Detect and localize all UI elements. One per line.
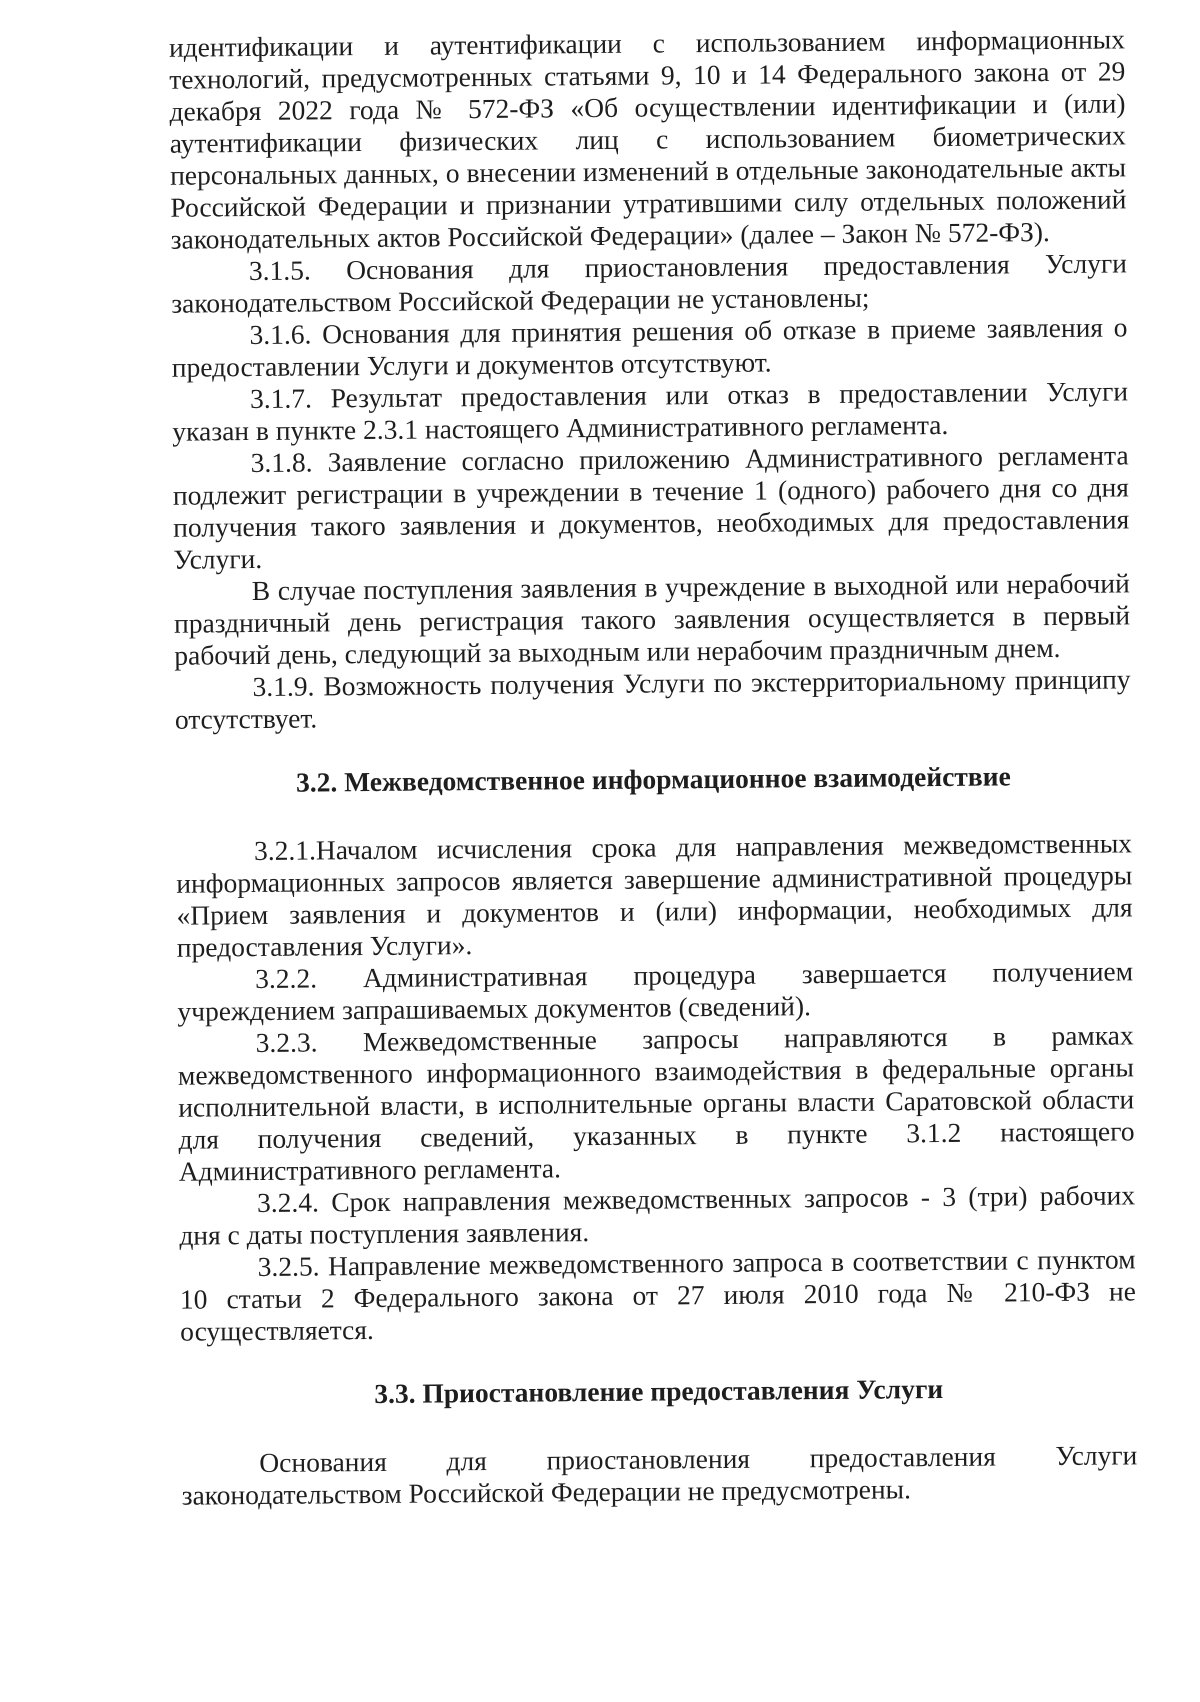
paragraph-3-1-8-weekend: В случае поступления заявления в учреждение в выходной или нерабочий праздничный день регистрация такого заявления осуществляется в первый рабочий день, следующий за выходным или нерабочим праздничным днем. [173,567,1131,671]
paragraph-intro: идентификации и аутентификации с использованием информационных технологий, предусмотренных статьями 9, 10 и 14 Федерального закона от 29 декабря 2022 года № 572-ФЗ «Об осуществлении идентификации и (или) аутентификации физических лиц с использованием биометрических персональных данных, о внесении изменений в отдельные законодательные акты Российской Федерации и признании утратившими силу отдельных положений законодательных актов Российской Федерации» (далее – Закон № 572-ФЗ). [168,23,1127,255]
paragraph-3-2-5: 3.2.5. Направление межведомственного запроса в соответствии с пунктом 10 статьи 2 Федерального закона от 27 июля 2010 года № 210-ФЗ не осуществляется. [179,1243,1137,1347]
document-body [169,23,1138,1511]
paragraph-3-1-5: 3.1.5. Основания для приостановления предоставления Услуги законодательством Российской Федерации не установлены; [171,247,1128,319]
section-heading-3-3: 3.3. Приостановление предоставления Услуги [374,1373,944,1409]
paragraph-3-1-6: 3.1.6. Основания для принятия решения об отказе в приеме заявления о предоставлении Услуги и документов отсутствуют. [171,311,1128,383]
paragraph-3-1-9: 3.1.9. Возможность получения Услуги по экстерриториальному принципу отсутствует. [174,663,1131,735]
paragraph-3-2-2: 3.2.2. Административная процедура завершается получением учреждением запрашиваемых документов (сведений). [177,955,1134,1027]
paragraph-3-3: Основания для приостановления предоставления Услуги законодательством Российской Федерации не предусмотрены. [181,1439,1138,1511]
paragraph-3-2-4: 3.2.4. Срок направления межведомственных запросов - 3 (три) рабочих дня с даты поступления заявления. [179,1179,1136,1251]
paragraph-3-1-7: 3.1.7. Результат предоставления или отказ в предоставлении Услуги указан в пункте 2.3.1 настоящего Административного регламента. [172,375,1129,447]
paragraph-3-2-3: 3.2.3. Межведомственные запросы направляются в рамках межведомственного информационного взаимодействия в федеральные органы исполнительной власти, в исполнительные органы власти Саратовской области для получения сведений, указанных в пункте 3.1.2 настоящего Административного регламента. [177,1019,1135,1187]
paragraph-3-1-8: 3.1.8. Заявление согласно приложению Административного регламента подлежит регистрации в учреждении в течение 1 (одного) рабочего дня со дня получения такого заявления и документов, необходимых для предоставления Услуги. [172,439,1130,575]
section-heading-3-2: 3.2. Межведомственное информационное взаимодействие [295,760,1011,798]
paragraph-3-2-1: 3.2.1.Началом исчисления срока для направления межведомственных информационных запросов является завершение административной процедуры «Прием заявления и документов и (или) информации, необходимых для предоставления Услуги». [176,827,1133,963]
